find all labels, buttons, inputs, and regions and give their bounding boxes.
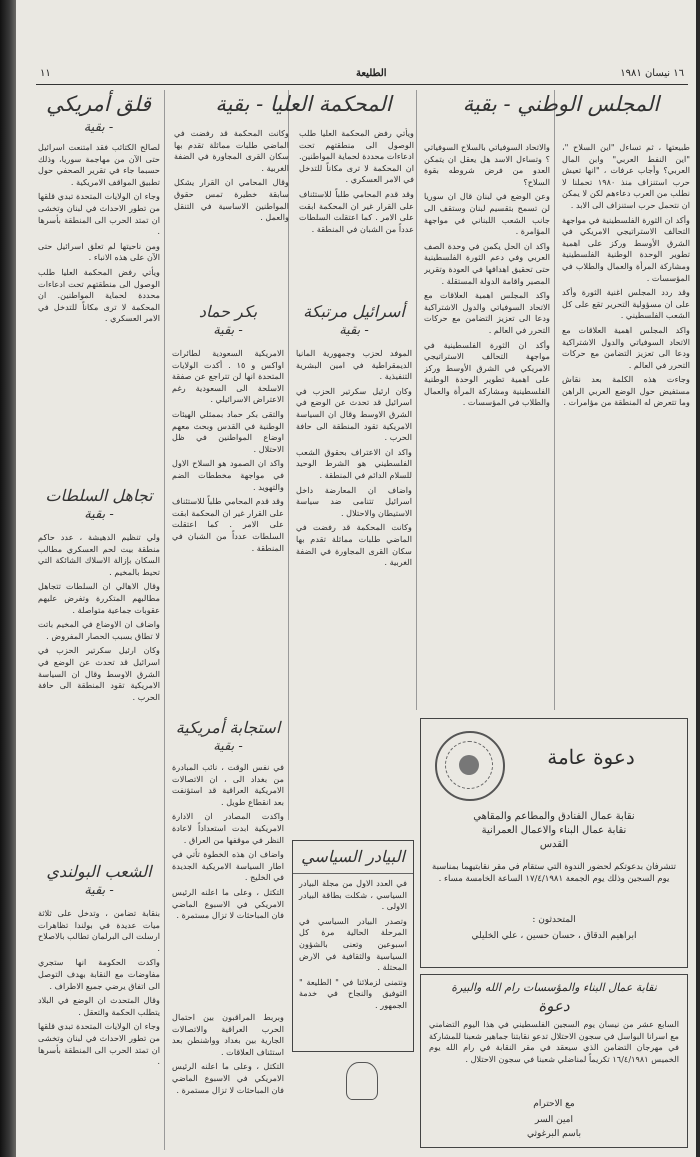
invitation2-signature-role: امين السر xyxy=(535,1115,573,1125)
invitation-speakers: ابراهيم الدقاق ، حسان حسين ، علي الخليلي xyxy=(471,931,637,941)
article-istijaba: في نفس الوقت ، نائب المبادرة من بغداد الى ، ان الاتصالات الامريكية العراقية قد استؤنفت بعد انقطاع طويل . واكدت المصادر ان الادارة الامريكية ابدت استعداداً لاعادة النظر في موقفها من العراق . واضاف ان هذه الخطوة تأتي في اطار السياسة الامريكية الجديدة في الخليج . التكتل ، وعلى ما اعلنه الرئيس الامريكي في الاسبوع الماضي فان المباحثات لا تزال مستمرة . xyxy=(172,762,284,921)
article-bayader: في العدد الاول من مجلة البيادر السياسي ، شكلت بطاقة البيادر الاولى . وتصدر البيادر السياسي في المرحلة الحالية مرة كل اسبوعين وتعنى بالشؤون السياسية والثقافية في الارض المحتلة . ونتمنى لزملائنا في " الطليعة " التوفيق والنجاح في خدمة الجمهور . xyxy=(299,878,407,1010)
column-rule xyxy=(416,90,417,710)
invitation2-title: نقابة عمال البناء والمؤسسات رام الله والبيرة xyxy=(451,981,657,994)
headline-istijaba: استجابة أمريكية - بقية xyxy=(175,718,281,754)
book-binding xyxy=(0,0,16,1157)
article-mahkama: ويأتي رفض المحكمة العليا طلب الوصول الى منطقتهم تحت ادعاءات محددة لحماية المواطنين. ان المحكمة لا ترى مكاناً للتدخل في الامر العسكري . وقد قدم المحامي طلباً للاستئناف على القرار غير ان المحكمة ابقت على الامر . كما اعتقلت السلطات عدداً من الشبان في المنطقة . وكانت المحكمة قد رفضت في الماضي طلبات مماثلة تقدم بها سكان القرى المجاورة في الضفة الغربية . وقال المحامي ان القرار يشكل سابقة خطيرة تمس حقوق المواطنين الاساسية في التنقل والعمل . xyxy=(174,128,414,234)
article-israel: الموفد لحزب وجمهورية المانيا الديمقراطية في امين البشرية التنفيذية . وكان ارئيل سكرتير الحزب في اسرائيل قد تحدث عن الوضع في الشرق الاوسط وقال ان السياسة الامريكية تقود المنطقة الى حافة الحرب . واكد ان الاعتراف بحقوق الشعب الفلسطيني هو الشرط الوحيد للسلام الدائم في المنطقة . واضاف ان المعارضة داخل اسرائيل تتنامى ضد سياسة الاستيطان والاحتلال . وكانت المحكمة قد رفضت في الماضي طلبات مماثلة تقدم بها سكان القرى المجاورة في الضفة الغربية . xyxy=(296,348,412,568)
invitation-city: القدس xyxy=(539,839,569,850)
article-baker: الامريكية السعودية لطائرات اواكس و ١٥ . أكدت الولايات المتحدة انها لن تتراجع عن صفقة الاسلحة الى السعودية رغم الاعتراض الاسرائيلي . والتقى بكر حماد بممثلي الهيئات الوطنية في القدس وبحث معهم اوضاع المواطنين في ظل الاحتلال . واكد ان الصمود هو السلاح الاول في مواجهة مخططات الضم والتهويد . وقد قدم المحامي طلباً للاستئناف على القرار غير ان المحكمة ابقت على الامر . كما اعتقلت السلطات عدداً من الشبان في المنطقة . xyxy=(172,348,284,553)
headline-shaab: الشعب البولندي - بقية xyxy=(46,862,152,898)
invitation-union-1: نقابة عمال الفنادق والمطاعم والمقاهي xyxy=(473,811,635,822)
column-rule xyxy=(554,90,555,710)
invitation-body: تتشرفان بدعوتكم لحضور الندوة التي ستقام في مقر نقابتيهما بمناسبة يوم السجين وذلك يوم الجمعة ١٧/٤/١٩٨١ الساعة الخامسة مساء . xyxy=(432,862,676,884)
invitation-box-general xyxy=(420,718,688,968)
invitation2-closing: مع الاحترام xyxy=(533,1099,575,1109)
headline-bayader: البيادر السياسي xyxy=(293,841,413,874)
article-majlis-right: طبيعتها ، ثم تساءل "اين السلاح "، "اين النفط العربي" وابن المال العربي؟ وأجاب عرفات ، "انها تعيش حرب استنزاف منذ ١٩٨٠ تحملنا لا نطلب من العرب دعاءهم لكن لا يمكن ان نتحمل حرب استنزاف الى الابد . وأكد ان الثورة الفلسطينية في مواجهة التحالف الاستراتيجي الامريكي في الشرق الأوسط وركز على اهمية تطوير الوحدة الوطنية الفلسطينية ومشاركة المرأة والعمال والطلاب في المؤسسات . وقد ردد المجلس اغنية الثورة وأكد على ان مسؤولية التحرير تقع على كل الشعب الفلسطيني . واكد المجلس اهمية العلاقات مع الاتحاد السوفياتي والدول الاشتراكية ودعا الى تعزيز التضامن مع حركات التحرر في العالم . وجاءت هذه الكلمة بعد نقاش مستفيض حول الوضع العربي الراهن وما تتعرض له المنطقة من مؤامرات . xyxy=(562,142,690,408)
invitation-union-2: نقابة عمال البناء والاعمال العمرانية xyxy=(481,825,627,836)
invitation2-body: السابع عشر من نيسان يوم السجين الفلسطيني في هذا اليوم التضامني مع اسرانا البواسل في سجون الاحتلال تدعو نقابتنا جماهير شعبنا للمشاركة في مهرجان التضامن الذي سيعقد في مقر النقابة في رام الله يوم الخميس ١٦/٤/١٩٨١ تكريماً لمناضلي شعبنا في سجون الاحتلال . xyxy=(429,1019,679,1064)
page-number: ١١ xyxy=(40,68,51,79)
article-shaab: بنقابة تضامن ، وتدخل على ثلاثة ميات عديدة في بولندا تظاهرات ارسلت الى البرلمان تطالب بالاصلاح . واكدت الحكومة انها ستجري مفاوضات مع النقابة بهدف التوصل الى اتفاق يرضي جميع الاطراف . وقال المتحدث ان الوضع في البلاد يتطلب الحكمة والتعقل . وجاء ان الولايات المتحدة تبدي قلقها من تطور الاحداث في لبنان وتخشى ان تمتد الحرب الى المنطقة بأسرها . xyxy=(38,908,160,1067)
headline-baker: بكر حماد - بقية xyxy=(198,302,258,338)
invitation-speakers-label: المتحدثون : xyxy=(532,915,576,925)
bayader-box xyxy=(292,840,414,1052)
union-seal xyxy=(435,731,505,801)
newspaper-page xyxy=(16,0,696,1157)
cartoon-figure xyxy=(346,1062,378,1100)
article-tajahul: ولي تنظيم الدهيشة ، عدد حاكم منطقة بيت لحم العسكري مطالب السكان بإزالة الاسلاك الشائكة التي تحيط بالمخيم . وقال الاهالي ان السلطات تتجاهل مطالبهم المتكررة وتفرض عليهم عقوبات جماعية متواصلة . واضاف ان الاوضاع في المخيم باتت لا تطاق بسبب الحصار المفروض . وكان ارئيل سكرتير الحزب في اسرائيل قد تحدث عن الوضع في الشرق الاوسط وقال ان السياسة الامريكية تقود المنطقة الى حافة الحرب . xyxy=(38,532,160,702)
invitation-title: دعوة عامة xyxy=(547,745,635,769)
section-name: الطليعة xyxy=(356,68,387,79)
invitation-box-building-union xyxy=(420,974,688,1148)
invitation2-signature-name: باسم البرغوثي xyxy=(527,1129,581,1139)
headline-tajahul: تجاهل السلطات - بقية xyxy=(45,486,153,522)
article-majlis-left: والاتحاد السوفياتي بالسلاح السوفياتي ؟ وتساءل الاسد هل يعقل ان يتمكن العدو من فرض شروطه بقوة السلاح؟ وعن الوضع في لبنان قال ان سوريا لن تسمح بتقسيم لبنان وستقف الى جانب الشعب اللبناني في مواجهة المؤامرة . واكد ان الحل يكمن في وحدة الصف العربي وفي دعم الثورة الفلسطينية حتى تحقيق اهدافها في العودة وتقرير المصير واقامة الدولة المستقلة . واكد المجلس اهمية العلاقات مع الاتحاد السوفياتي والدول الاشتراكية ودعا الى تعزيز التضامن مع حركات التحرر في العالم . وأكد ان الثورة الفلسطينية في مواجهة التحالف الاستراتيجي الامريكي في الشرق الأوسط وركز على اهمية تطوير الوحدة الوطنية الفلسطينية ومشاركة المرأة والعمال والطلاب في المؤسسات . xyxy=(424,142,550,408)
headline-majlis: المجلس الوطني - بقية xyxy=(462,92,660,116)
invitation2-subtitle: دعوة xyxy=(538,997,570,1015)
page-header xyxy=(36,68,688,85)
column-rule xyxy=(164,90,165,1150)
article-lower: وبربط المراقبون بين احتمال الحرب العراقية والاتصالات الجارية بين بغداد وواشنطن بعد استئناف العلاقات . التكتل ، وعلى ما اعلنه الرئيس الامريكي في الاسبوع الماضي فان المباحثات لا تزال مستمرة . xyxy=(172,1012,284,1095)
headline-mahkama: المحكمة العليا - بقية xyxy=(215,92,392,116)
article-qalaq: لصالح الكتائب فقد امتنعت اسرائيل حتى الآن من مهاجمة سوريا، وذلك حسبما جاء في تقرير الصحفي حول تطبيق المواقف الامريكية . وجاء ان الولايات المتحدة تبدي قلقها من تطور الاحداث في لبنان وتخشى ان تمتد الحرب الى المنطقة بأسرها . ومن ناحيتها لم تعلق اسرائيل حتى الآن على هذه الانباء . ويأتي رفض المحكمة العليا طلب الوصول الى منطقتهم تحت ادعاءات محددة لحماية المواطنين. ان المحكمة لا ترى مكاناً للتدخل في الامر العسكري . xyxy=(38,142,160,324)
headline-israel: أسرائيل مرتبكة - بقية xyxy=(303,302,405,338)
issue-date: ١٦ نيسان ١٩٨١ xyxy=(620,68,684,79)
headline-qalaq: قلق أمريكي - بقية xyxy=(46,92,151,135)
